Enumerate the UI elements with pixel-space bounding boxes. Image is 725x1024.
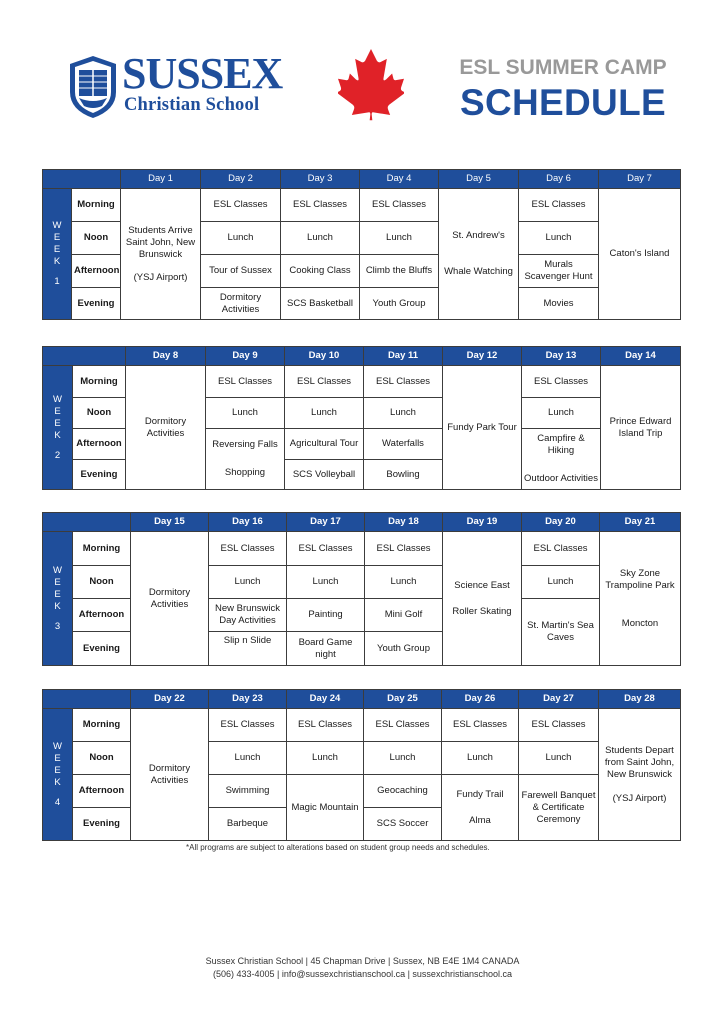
week-spacer (45, 789, 70, 797)
activity-cell: ESL Classes (285, 366, 364, 398)
activity-cell: Agricultural Tour (285, 429, 364, 460)
activity-cell: Lunch (285, 398, 364, 429)
period-label: Evening (73, 460, 126, 490)
activity-cell: Fundy Park Tour (443, 366, 522, 490)
week-letter: K (54, 429, 61, 441)
day-header: Day 28 (599, 690, 681, 709)
activity-text: Roller Skating (452, 605, 512, 617)
activity-text: Campfire & Hiking (537, 433, 585, 456)
activity-cell: SCS Volleyball (285, 460, 364, 490)
activity-cell: ESL Classes (364, 709, 442, 742)
period-label: Afternoon (73, 429, 126, 460)
activity-text: Students Arrive Saint John, New Brunswick (125, 224, 196, 260)
activity-cell: Prince Edward Island Trip (601, 366, 681, 490)
activity-cell: Lunch (365, 566, 443, 599)
school-crest-icon (66, 54, 120, 120)
activity-cell (443, 532, 522, 666)
activity-cell: Lunch (519, 742, 599, 775)
week-spacer (45, 442, 70, 450)
school-name: SUSSEX (122, 49, 283, 98)
disclaimer-note: *All programs are subject to alterations based on student group needs and schedules. (186, 843, 490, 852)
activity-text: Students Depart from Saint John, New Brunswick (604, 744, 675, 780)
header-corner (73, 347, 126, 366)
header-corner (73, 690, 131, 709)
activity-cell: ESL Classes (206, 366, 285, 398)
week-letter: K (54, 776, 61, 788)
period-label: Morning (73, 366, 126, 398)
day-header: Day 16 (209, 513, 287, 532)
activity-cell: ESL Classes (364, 366, 443, 398)
week-letter: E (54, 764, 61, 776)
day-header: Day 19 (443, 513, 522, 532)
activity-cell: ESL Classes (209, 532, 287, 566)
week-letter: W (53, 393, 62, 405)
activity-cell: Youth Group (360, 288, 439, 320)
period-label: Noon (73, 742, 131, 775)
activity-cell: Dormitory Activities (126, 366, 206, 490)
week-number: 2 (54, 449, 61, 461)
activity-cell: ESL Classes (201, 189, 281, 222)
header-blank (43, 690, 73, 709)
activity-cell: ESL Classes (365, 532, 443, 566)
activity-cell: Lunch (201, 222, 281, 255)
schedule-title: SCHEDULE (460, 82, 666, 123)
footer-contact: (506) 433-4005 | info@sussexchristianschool.ca | sussexchristianschool.ca (213, 969, 512, 979)
maple-leaf-icon (338, 46, 404, 122)
period-label: Afternoon (73, 599, 131, 632)
activity-cell: Caton's Island (599, 189, 681, 320)
week-3-table (42, 512, 681, 666)
period-label: Noon (73, 398, 126, 429)
day-header: Day 17 (287, 513, 365, 532)
activity-cell: Bowling (364, 460, 443, 490)
week-letter: K (53, 256, 61, 267)
week-letter: W (53, 740, 62, 752)
period-label: Morning (73, 532, 131, 566)
activity-cell: ESL Classes (519, 189, 599, 222)
activity-text: (YSJ Airport) (612, 792, 667, 804)
activity-cell: Lunch (209, 742, 287, 775)
week-letter: E (54, 417, 61, 429)
activity-cell: SCS Basketball (281, 288, 360, 320)
activity-cell: ESL Classes (287, 532, 365, 566)
activity-cell: Tour of Sussex (201, 255, 281, 288)
day-header: Day 8 (126, 347, 206, 366)
week-label (43, 189, 72, 320)
day-header: Day 24 (287, 690, 364, 709)
week-letter: E (54, 405, 61, 417)
activity-cell: Dormitory Activities (131, 709, 209, 841)
activity-cell: Slip n Slide (209, 632, 287, 666)
header-blank (43, 170, 72, 189)
day-header: Day 1 (121, 170, 201, 189)
period-label: Noon (73, 566, 131, 599)
day-header: Day 4 (360, 170, 439, 189)
day-header: Day 13 (522, 347, 601, 366)
activity-cell: Magic Mountain (287, 775, 364, 841)
activity-cell: Lunch (281, 222, 360, 255)
period-label: Noon (72, 222, 121, 255)
activity-text: Sky Zone Trampoline Park (605, 567, 675, 591)
activity-cell: Lunch (206, 398, 285, 429)
period-label: Evening (73, 632, 131, 666)
activity-cell: Mini Golf (365, 599, 443, 632)
period-label: Afternoon (72, 255, 121, 288)
week-letter: E (54, 576, 61, 588)
day-header: Day 9 (206, 347, 285, 366)
week-label (43, 709, 73, 841)
activity-cell (442, 775, 519, 841)
activity-cell (600, 532, 681, 666)
activity-cell: Board Game night (287, 632, 365, 666)
activity-cell: ESL Classes (519, 709, 599, 742)
week-number: 1 (54, 276, 60, 287)
week-label (43, 366, 73, 490)
week-spacer (45, 268, 69, 276)
header-corner (72, 170, 121, 189)
activity-cell (206, 429, 285, 490)
activity-cell: Lunch (364, 398, 443, 429)
week-number: 3 (54, 620, 61, 632)
activity-cell (439, 189, 519, 320)
activity-cell (522, 429, 601, 490)
day-header: Day 15 (131, 513, 209, 532)
week-label (43, 532, 73, 666)
activity-text: Fundy Trail (456, 788, 504, 800)
day-header: Day 23 (209, 690, 287, 709)
activity-cell (121, 189, 201, 320)
activity-cell: Waterfalls (364, 429, 443, 460)
activity-cell: New Brunswick Day Activities (209, 599, 287, 632)
day-header: Day 2 (201, 170, 281, 189)
camp-title: ESL SUMMER CAMP (459, 56, 667, 79)
activity-cell: St. Martin's Sea Caves (522, 599, 600, 666)
activity-text: Alma (469, 814, 491, 826)
activity-cell: ESL Classes (442, 709, 519, 742)
activity-cell: Climb the Bluffs (360, 255, 439, 288)
activity-text: (YSJ Airport) (133, 271, 188, 283)
day-header: Day 10 (285, 347, 364, 366)
activity-cell: Murals Scavenger Hunt (519, 255, 599, 288)
activity-text: Moncton (621, 617, 659, 629)
activity-cell: Lunch (287, 566, 365, 599)
period-label: Afternoon (73, 775, 131, 808)
activity-cell: ESL Classes (522, 532, 600, 566)
activity-text: Science East (454, 579, 510, 591)
activity-cell: Painting (287, 599, 365, 632)
activity-cell: ESL Classes (209, 709, 287, 742)
week-2-table (42, 346, 681, 490)
day-header: Day 3 (281, 170, 360, 189)
week-letter: E (54, 588, 61, 600)
activity-cell: Dormitory Activities (201, 288, 281, 320)
activity-text: Shopping (224, 467, 266, 478)
activity-text: Whale Watching (444, 266, 513, 277)
day-header: Day 26 (442, 690, 519, 709)
activity-cell: ESL Classes (522, 366, 601, 398)
activity-cell: Geocaching (364, 775, 442, 808)
activity-cell: Dormitory Activities (131, 532, 209, 666)
period-label: Evening (73, 808, 131, 841)
activity-text: St. Andrew's (452, 230, 505, 241)
day-header: Day 14 (601, 347, 681, 366)
activity-cell: ESL Classes (287, 709, 364, 742)
activity-cell (599, 709, 681, 841)
activity-text: Outdoor Activities (524, 473, 598, 484)
footer-address: Sussex Christian School | 45 Chapman Drive | Sussex, NB E4E 1M4 CANADA (205, 956, 520, 966)
week-letter: K (54, 600, 61, 612)
day-header: Day 12 (443, 347, 522, 366)
period-label: Morning (73, 709, 131, 742)
day-header: Day 6 (519, 170, 599, 189)
day-header: Day 27 (519, 690, 599, 709)
header-blank (43, 347, 73, 366)
day-header: Day 22 (131, 690, 209, 709)
activity-cell: Farewell Banquet & Certificate Ceremony (519, 775, 599, 841)
day-header: Day 7 (599, 170, 681, 189)
header-corner (73, 513, 131, 532)
week-letter: W (52, 220, 62, 231)
activity-cell: Lunch (209, 566, 287, 599)
activity-cell: Lunch (442, 742, 519, 775)
activity-cell: Lunch (287, 742, 364, 775)
school-logo (66, 49, 286, 124)
day-header: Day 18 (365, 513, 443, 532)
activity-text: Reversing Falls (212, 439, 278, 450)
week-letter: E (54, 752, 61, 764)
activity-cell: Lunch (519, 222, 599, 255)
day-header: Day 5 (439, 170, 519, 189)
week-letter: E (53, 232, 61, 243)
week-spacer (45, 613, 70, 621)
period-label: Evening (72, 288, 121, 320)
header-blank (43, 513, 73, 532)
activity-cell: Barbeque (209, 808, 287, 841)
week-1-table (42, 169, 681, 320)
activity-cell: Lunch (522, 398, 601, 429)
activity-cell: Lunch (364, 742, 442, 775)
day-header: Day 25 (364, 690, 442, 709)
week-4-table (42, 689, 681, 841)
activity-cell: Swimming (209, 775, 287, 808)
activity-cell: ESL Classes (360, 189, 439, 222)
school-subname: Christian School (124, 95, 260, 115)
activity-cell: SCS Soccer (364, 808, 442, 841)
activity-cell: Movies (519, 288, 599, 320)
activity-cell: ESL Classes (281, 189, 360, 222)
week-letter: E (53, 244, 61, 255)
period-label: Morning (72, 189, 121, 222)
day-header: Day 21 (600, 513, 681, 532)
week-number: 4 (54, 796, 61, 808)
day-header: Day 11 (364, 347, 443, 366)
day-header: Day 20 (522, 513, 600, 532)
week-letter: W (53, 564, 62, 576)
activity-cell: Cooking Class (281, 255, 360, 288)
activity-cell: Youth Group (365, 632, 443, 666)
activity-cell: Lunch (522, 566, 600, 599)
activity-cell: Lunch (360, 222, 439, 255)
